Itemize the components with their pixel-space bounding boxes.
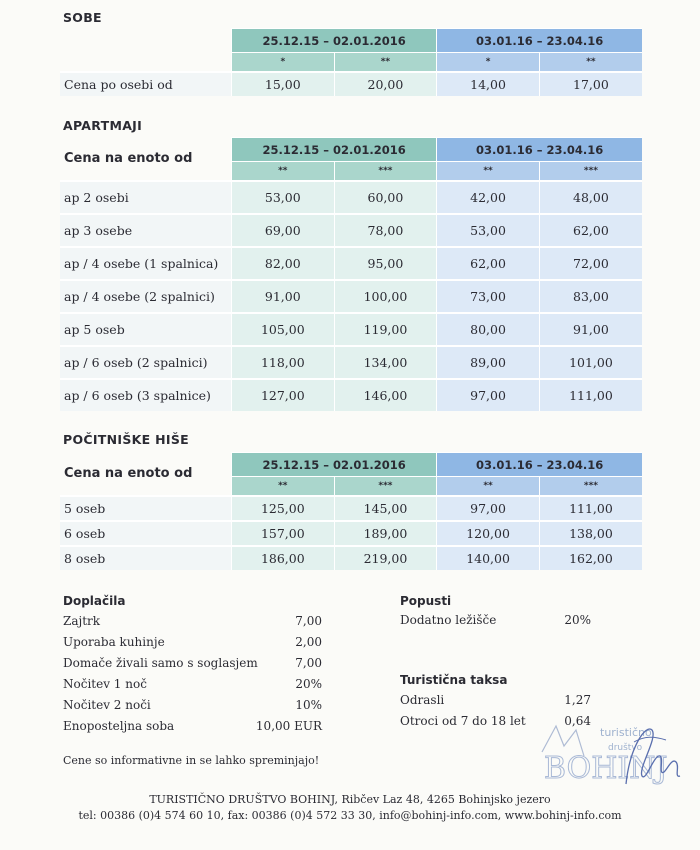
cell-value: 189,00 [334,521,437,546]
table-row [60,313,642,346]
cell-value: 157,00 [232,521,335,546]
sobe-period-2: 03.01.16 – 23.04.16 [437,29,642,53]
table-row [60,379,642,411]
cell-value: 95,00 [334,247,437,280]
item-value: 20% [564,613,591,627]
head-label: Cena na enoto od [64,466,193,482]
section-title-apartmaji: APARTMAJI [63,118,143,133]
footer-contact: tel: 00386 (0)4 574 60 10, fax: 00386 (0)4 572 33 30, info@bohinj-info.com, www.bohinj-info.com [78,809,622,822]
item-label: Uporaba kuhinje [63,635,165,649]
table-row [60,346,642,379]
row-label: 5 oseb [60,496,232,521]
hise-stars-2: *** [334,477,437,497]
list-item [400,610,591,630]
item-label: Dodatno ležišče [400,613,497,627]
item-value: 7,00 [295,656,322,670]
cell-value: 111,00 [539,496,642,521]
cell-value: 62,00 [437,247,540,280]
list-item [63,653,322,673]
list-item [63,674,322,694]
cell-value: 14,00 [437,72,540,96]
stamp-text-top: turistično [600,726,652,739]
stamp-signature-icon [534,706,684,798]
list-item [63,695,322,715]
item-value: 0,64 [564,714,591,728]
item-label: Zajtrk [63,614,101,628]
item-label: Nočitev 2 noči [63,698,151,712]
sobe-stars-4: ** [539,53,642,73]
row-label: 6 oseb [60,521,232,546]
cell-value: 127,00 [232,379,335,411]
table-row [60,521,642,546]
table-row [60,280,642,313]
cell-value: 62,00 [539,214,642,247]
table-row [60,72,642,96]
cell-value: 48,00 [539,181,642,214]
item-label: Otroci od 7 do 18 let [400,714,526,728]
hise-stars-3: ** [437,477,540,497]
cell-value: 186,00 [232,546,335,570]
list-item [63,632,322,652]
cell-value: 101,00 [539,346,642,379]
table-row [60,546,642,570]
cell-value: 91,00 [539,313,642,346]
cell-value: 100,00 [334,280,437,313]
cell-value: 91,00 [232,280,335,313]
cell-value: 60,00 [334,181,437,214]
hise-stars-4: *** [539,477,642,497]
apartmaji-period-1: 25.12.15 – 02.01.2016 [232,138,437,162]
sobe-stars-2: ** [334,53,437,73]
table-row [60,496,642,521]
item-value: 10% [295,698,322,712]
cell-value: 162,00 [539,546,642,570]
cell-value: 82,00 [232,247,335,280]
item-value: 2,00 [295,635,322,649]
cell-value: 119,00 [334,313,437,346]
row-label: ap 5 oseb [60,313,232,346]
cell-value: 80,00 [437,313,540,346]
cell-value: 53,00 [232,181,335,214]
item-value: 7,00 [295,614,322,628]
hise-period-2: 03.01.16 – 23.04.16 [437,453,642,477]
popusti-title: Popusti [400,594,452,608]
cell-value: 120,00 [437,521,540,546]
item-value: 20% [295,677,322,691]
taksa-title: Turistična taksa [400,673,508,687]
sobe-period-1: 25.12.15 – 02.01.2016 [232,29,437,53]
list-item [63,611,322,631]
item-label: Odrasli [400,693,445,707]
stamp-text-mid: društvo [608,743,643,753]
item-value: 10,00 EUR [255,719,322,733]
cell-value: 89,00 [437,346,540,379]
cell-value: 42,00 [437,181,540,214]
cell-value: 69,00 [232,214,335,247]
row-label: ap 3 osebe [60,214,232,247]
head-label: Cena na enoto od [64,151,193,167]
row-label: Cena po osebi od [60,72,232,96]
doplacila-title: Doplačila [63,594,126,608]
apartmaji-stars-2: *** [334,162,437,182]
cell-value: 140,00 [437,546,540,570]
row-label: ap / 6 oseb (3 spalnice) [60,379,232,411]
row-label: ap / 4 osebe (2 spalnici) [60,280,232,313]
cell-value: 78,00 [334,214,437,247]
sobe-stars-1: * [232,53,335,73]
hise-table [60,452,642,570]
cell-value: 97,00 [437,496,540,521]
hise-period-1: 25.12.15 – 02.01.2016 [232,453,437,477]
info-note: Cene so informativne in se lahko spreminjajo! [63,754,320,767]
cell-value: 111,00 [539,379,642,411]
cell-value: 72,00 [539,247,642,280]
cell-value: 97,00 [437,379,540,411]
item-label: Domače živali samo s soglasjem [63,656,258,670]
cell-value: 146,00 [334,379,437,411]
row-label: ap 2 osebi [60,181,232,214]
item-label: Nočitev 1 noč [63,677,147,691]
cell-value: 15,00 [232,72,335,96]
cell-value: 17,00 [539,72,642,96]
sobe-table [60,28,642,96]
cell-value: 20,00 [334,72,437,96]
cell-value: 145,00 [334,496,437,521]
apartmaji-stars-3: ** [437,162,540,182]
table-row [60,214,642,247]
stamp-text-big: BOHINJ [544,751,668,786]
cell-value: 138,00 [539,521,642,546]
item-value: 1,27 [564,693,591,707]
cell-value: 73,00 [437,280,540,313]
cell-value: 134,00 [334,346,437,379]
apartmaji-table [60,137,642,411]
apartmaji-stars-4: *** [539,162,642,182]
section-title-hise: POČITNIŠKE HIŠE [63,432,189,447]
footer-address: TURISTIČNO DRUŠTVO BOHINJ, Ribčev Laz 48, 4265 Bohinjsko jezero [149,793,551,806]
item-label: Enoposteljna soba [63,719,175,733]
row-label: ap / 4 osebe (1 spalnica) [60,247,232,280]
section-title-sobe: SOBE [63,10,102,25]
apartmaji-stars-1: ** [232,162,335,182]
row-label: ap / 6 oseb (2 spalnici) [60,346,232,379]
row-label: 8 oseb [60,546,232,570]
table-row [60,247,642,280]
cell-value: 118,00 [232,346,335,379]
cell-value: 219,00 [334,546,437,570]
sobe-stars-3: * [437,53,540,73]
table-row [60,181,642,214]
list-item [63,716,322,736]
cell-value: 83,00 [539,280,642,313]
hise-stars-1: ** [232,477,335,497]
apartmaji-period-2: 03.01.16 – 23.04.16 [437,138,642,162]
cell-value: 125,00 [232,496,335,521]
cell-value: 53,00 [437,214,540,247]
cell-value: 105,00 [232,313,335,346]
